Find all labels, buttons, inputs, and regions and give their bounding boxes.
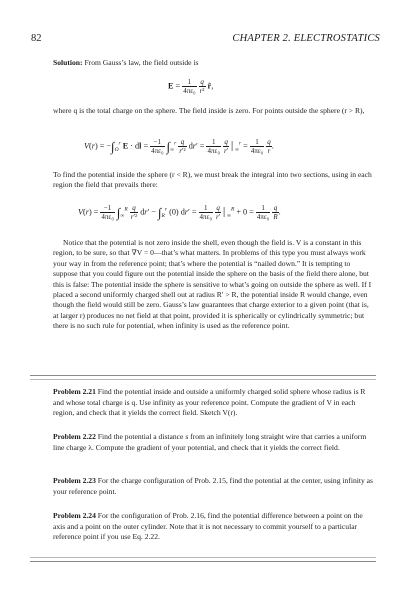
chapter-title: CHAPTER 2. ELECTROSTATICS bbox=[232, 33, 380, 44]
section-rule-top bbox=[30, 375, 376, 376]
problem-2-23-text: For the charge configuration of Prob. 2.15, find the potential at the center, using infinity as your reference point. bbox=[53, 476, 373, 496]
section-rule-top-thin bbox=[30, 379, 376, 380]
problem-2-23-label: Problem 2.23 bbox=[53, 476, 96, 485]
problem-2-23 bbox=[53, 476, 375, 497]
page-number: 82 bbox=[31, 33, 42, 44]
notice-paragraph: Notice that the potential is not zero inside the shell, even though the field is. V is a constant in this region, to be sure, so that ∇V = 0—that’s what matters. In problems of this type you must always work your way in from the reference point; that’s where the potential is “nailed down.” It is tempting to suppose that you could figure out the potential inside the sphere on the basis of the field there alone, but this is false: The potential inside the sphere is sensitive to what’s going on outside the sphere as well. If I placed a second uniformly charged shell out at radius R′ > R, the potential inside R would change, even though the field would still be zero. Gauss’s law guarantees that charge exterior to a given point (that is, at larger r) produces no net field at that point, provided it is spherically or cylindrically symmetric; but there is no such rule for potential, when infinity is used as the reference point. bbox=[53, 238, 372, 331]
equation-potential-outside: $V(r) = -\int_O^r$ E · dl = $\frac{-1}{\text{4πε₀}}$ $\int_\infty^r$ $\frac{q}{\text{r′²}}$ dr′ = $\frac{1}{\text{4πε₀}}$ $\frac{q}{r'}$ $│_\infty^r$ = $\frac{1}{\text{4πε₀}}$ $\frac{q}{r}$ . bbox=[84, 138, 274, 155]
section-rule-bottom bbox=[30, 561, 376, 562]
problem-2-21 bbox=[53, 387, 375, 419]
problem-2-21-text: Find the potential inside and outside a uniformly charged solid sphere whose radius is R and whose total charge is q. Use infinity as your reference point. Compute the gradient of V in each region, and check that it yields the correct field. Sketch V(r). bbox=[53, 387, 366, 418]
solution-text-2: To find the potential inside the sphere (r < R), we must break the integral into two sections, using in each region the field that prevails there: bbox=[53, 170, 372, 190]
problem-2-22-label: Problem 2.22 bbox=[53, 432, 96, 441]
solution-intro-text: From Gauss’s law, the field outside is bbox=[84, 58, 199, 67]
solution-label: Solution: bbox=[53, 58, 83, 67]
problem-2-24 bbox=[53, 511, 375, 543]
solution-text-1: where q is the total charge on the sphere. The field inside is zero. For points outside the sphere (r > R), bbox=[53, 106, 365, 115]
section-rule-bottom-thin bbox=[30, 557, 376, 558]
problem-2-21-label: Problem 2.21 bbox=[53, 387, 96, 396]
equation-field-outside: E = $\frac{1}{\text{4πε₀}}$ $\frac{q}{\text{r²}}$ r̂, bbox=[168, 78, 214, 95]
solution-intro bbox=[53, 58, 375, 68]
problem-2-24-text: For the configuration of Prob. 2.16, find the potential difference between a point on the axis and a point on the outer cylinder. Note that it is not necessary to commit yourself to a particular reference point if you use Eq. 2.22. bbox=[53, 511, 363, 542]
equation-potential-inside: V(r) = $\frac{-1}{\text{4πε₀}}$ $\int_\infty^R$ $\frac{q}{\text{r′²}}$ $dr' - \int_R^r$ (0) dr′ = $\frac{1}{\text{4πε₀}}$ $\frac{q}{r'}$ $│_\infty^R + 0$ = $\frac{1}{\text{4πε₀}}$ $\frac{q}{R}$ . bbox=[78, 204, 281, 221]
problem-2-24-label: Problem 2.24 bbox=[53, 511, 96, 520]
running-header bbox=[31, 33, 380, 47]
problem-2-22-text: Find the potential a distance s from an infinitely long straight wire that carries a uniform line charge λ. Compute the gradient of your potential, and check that it yields the correct field. bbox=[53, 432, 367, 452]
problem-2-22 bbox=[53, 432, 375, 453]
